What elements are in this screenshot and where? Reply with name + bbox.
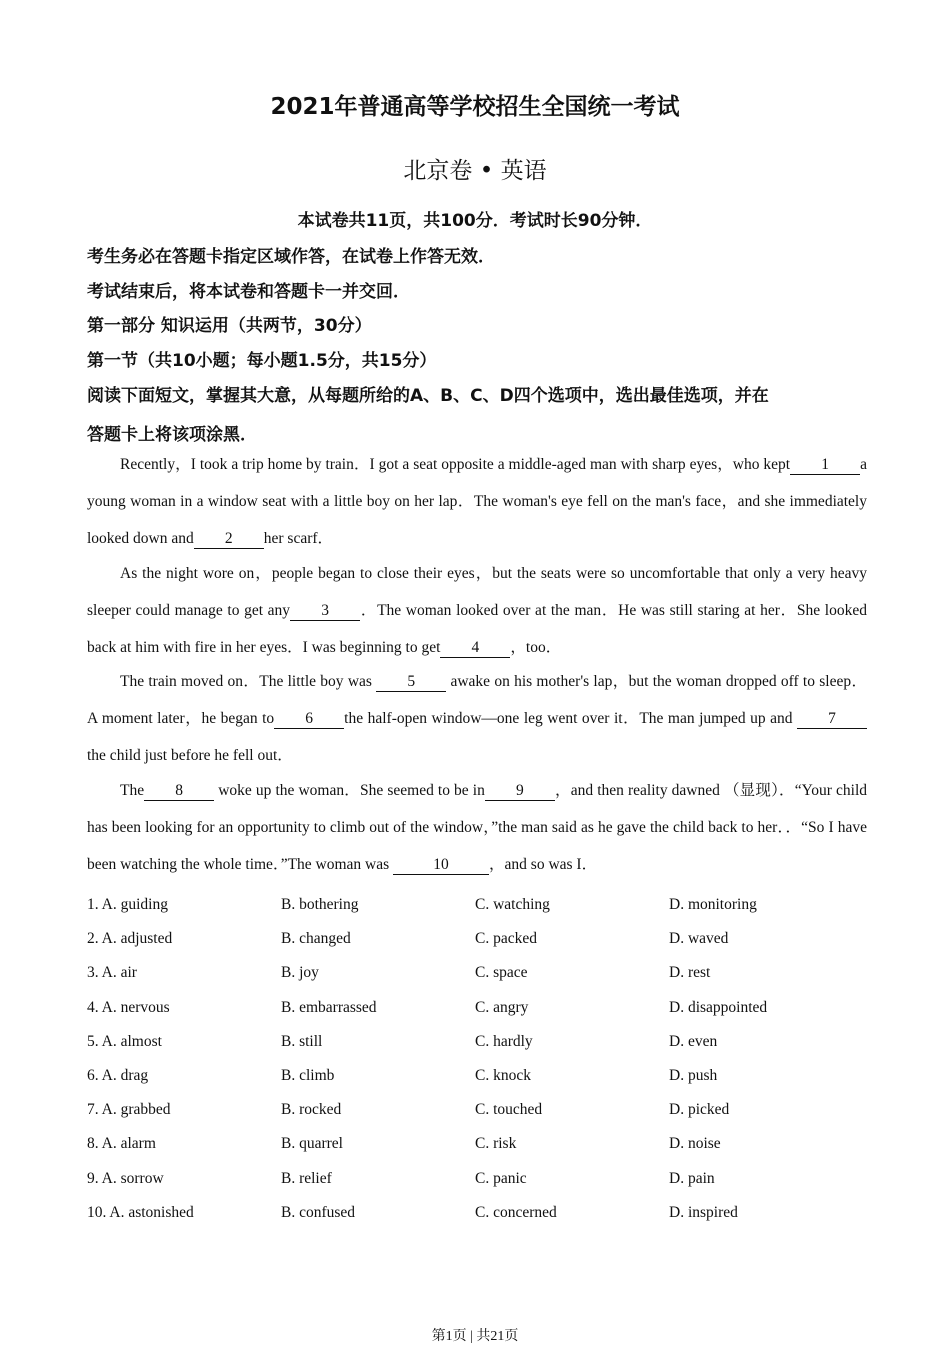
answer-blank: 9: [485, 782, 555, 801]
option-a: 8. A. alarm: [87, 1135, 156, 1153]
passage-paragraph: [87, 446, 867, 557]
answer-blank: 2: [194, 530, 264, 549]
passage-text: ，and then reality dawned （显现）．“Your child has been looking for an opportunity to climb out of the window，”the man said as he gave the child back to her．．“So I have been watching the whole time．”The woman was: [87, 782, 868, 873]
option-b: B. confused: [281, 1203, 356, 1221]
option-c: C. risk: [475, 1135, 517, 1153]
question-row: [87, 1093, 867, 1127]
passage-text: a young woman in a window seat with a little boy on her lap．The woman's eye fell on the man's face，and she immediately looked down and: [87, 456, 867, 547]
option-a: 10. A. astonished: [87, 1203, 194, 1221]
question-row: [87, 888, 867, 922]
option-a: 1. A. guiding: [87, 896, 168, 914]
answer-blank: 4: [440, 639, 510, 658]
option-d: D. monitoring: [669, 896, 757, 914]
answer-blank: 3: [290, 602, 360, 621]
question-row: [87, 1127, 867, 1161]
option-d: D. even: [669, 1032, 718, 1050]
option-a: 7. A. grabbed: [87, 1101, 171, 1119]
question-row: [87, 1059, 867, 1093]
option-b: B. joy: [281, 964, 319, 982]
question-options: [87, 888, 867, 1230]
option-c: C. touched: [475, 1101, 543, 1119]
passage-paragraph: [87, 555, 867, 666]
option-d: D. inspired: [669, 1203, 738, 1221]
page-number: 第1页 | 共21页: [431, 1329, 519, 1344]
question-row: [87, 922, 867, 956]
passage-text: ．The woman looked over at the man．He was still staring at her．She looked back at him with fire in her eyes．I was beginning to get: [87, 602, 867, 656]
option-c: C. knock: [475, 1067, 531, 1085]
option-b: B. climb: [281, 1067, 335, 1085]
option-a: 5. A. almost: [87, 1032, 162, 1050]
option-a: 4. A. nervous: [87, 998, 170, 1016]
option-d: D. push: [669, 1067, 718, 1085]
option-b: B. quarrel: [281, 1135, 343, 1153]
option-d: D. noise: [669, 1135, 721, 1153]
option-d: D. rest: [669, 964, 711, 982]
question-row: [87, 956, 867, 990]
option-d: D. pain: [669, 1169, 715, 1187]
passage-text: her scarf．: [263, 530, 334, 547]
passage-text: The train moved on．The little boy was: [120, 673, 372, 690]
exam-info: 本试卷共11页，共100分．考试时长90分钟．: [297, 211, 653, 231]
answer-blank: 8: [144, 782, 214, 801]
passage-text: Recently，I took a trip home by train．I got a seat opposite a middle-aged man with sharp eyes，who kept: [120, 456, 791, 473]
answer-blank: 10: [393, 856, 489, 875]
option-a: 3. A. air: [87, 964, 137, 982]
instruction-line: 考生务必在答题卡指定区域作答，在试卷上作答无效．: [87, 247, 495, 267]
answer-blank: 6: [274, 710, 344, 729]
option-d: D. waved: [669, 930, 729, 948]
option-b: B. embarrassed: [281, 998, 377, 1016]
option-b: B. bothering: [281, 896, 359, 914]
question-row: [87, 991, 867, 1025]
option-b: B. relief: [281, 1169, 332, 1187]
option-c: C. concerned: [475, 1203, 557, 1221]
option-c: C. watching: [475, 896, 550, 914]
passage-text: awake on his mother's lap，but the woman dropped off to sleep．A moment later，he began to: [87, 673, 867, 727]
option-b: B. rocked: [281, 1101, 342, 1119]
reading-directions: 答题卡上将该项涂黑．: [87, 425, 257, 445]
passage-paragraph: [87, 663, 867, 774]
passage-text: the child just before he fell out．: [87, 747, 293, 764]
section-heading: 第一部分 知识运用（共两节，30分）: [87, 316, 372, 336]
option-d: D. disappointed: [669, 998, 768, 1016]
option-b: B. changed: [281, 930, 351, 948]
answer-blank: 7: [797, 710, 867, 729]
passage-text: the half-open window—one leg went over it．The man jumped up and: [344, 710, 793, 727]
option-a: 2. A. adjusted: [87, 930, 173, 948]
instruction-line: 考试结束后，将本试卷和答题卡一并交回．: [87, 282, 410, 302]
option-b: B. still: [281, 1032, 323, 1050]
option-a: 6. A. drag: [87, 1067, 149, 1085]
option-c: C. packed: [475, 930, 537, 948]
answer-blank: 1: [790, 456, 860, 475]
reading-directions: 阅读下面短文，掌握其大意，从每题所给的A、B、C、D四个选项中，选出最佳选项，并在: [87, 386, 769, 406]
question-row: [87, 1025, 867, 1059]
passage-text: woke up the woman．She seemed to be in: [218, 782, 485, 799]
option-a: 9. A. sorrow: [87, 1169, 164, 1187]
passage-text: As the night wore on，people began to close their eyes，but the seats were so uncomfortable that only a very heavy sleeper could manage to get any: [87, 565, 867, 619]
passage-text: ，too．: [510, 639, 562, 656]
answer-blank: 5: [376, 673, 446, 692]
paper-title: 北京卷 • 英语: [403, 158, 547, 184]
subsection-heading: 第一节（共10小题；每小题1.5分，共15分）: [87, 351, 437, 371]
passage-text: The: [120, 782, 145, 799]
exam-title: 2021年普通高等学校招生全国统一考试: [270, 94, 680, 120]
question-row: [87, 1162, 867, 1196]
passage-text: ，and so was I．: [489, 856, 598, 873]
option-c: C. panic: [475, 1169, 527, 1187]
option-c: C. hardly: [475, 1032, 533, 1050]
option-d: D. picked: [669, 1101, 730, 1119]
option-c: C. space: [475, 964, 528, 982]
passage-paragraph: [87, 772, 867, 883]
option-c: C. angry: [475, 998, 529, 1016]
question-row: [87, 1196, 867, 1230]
